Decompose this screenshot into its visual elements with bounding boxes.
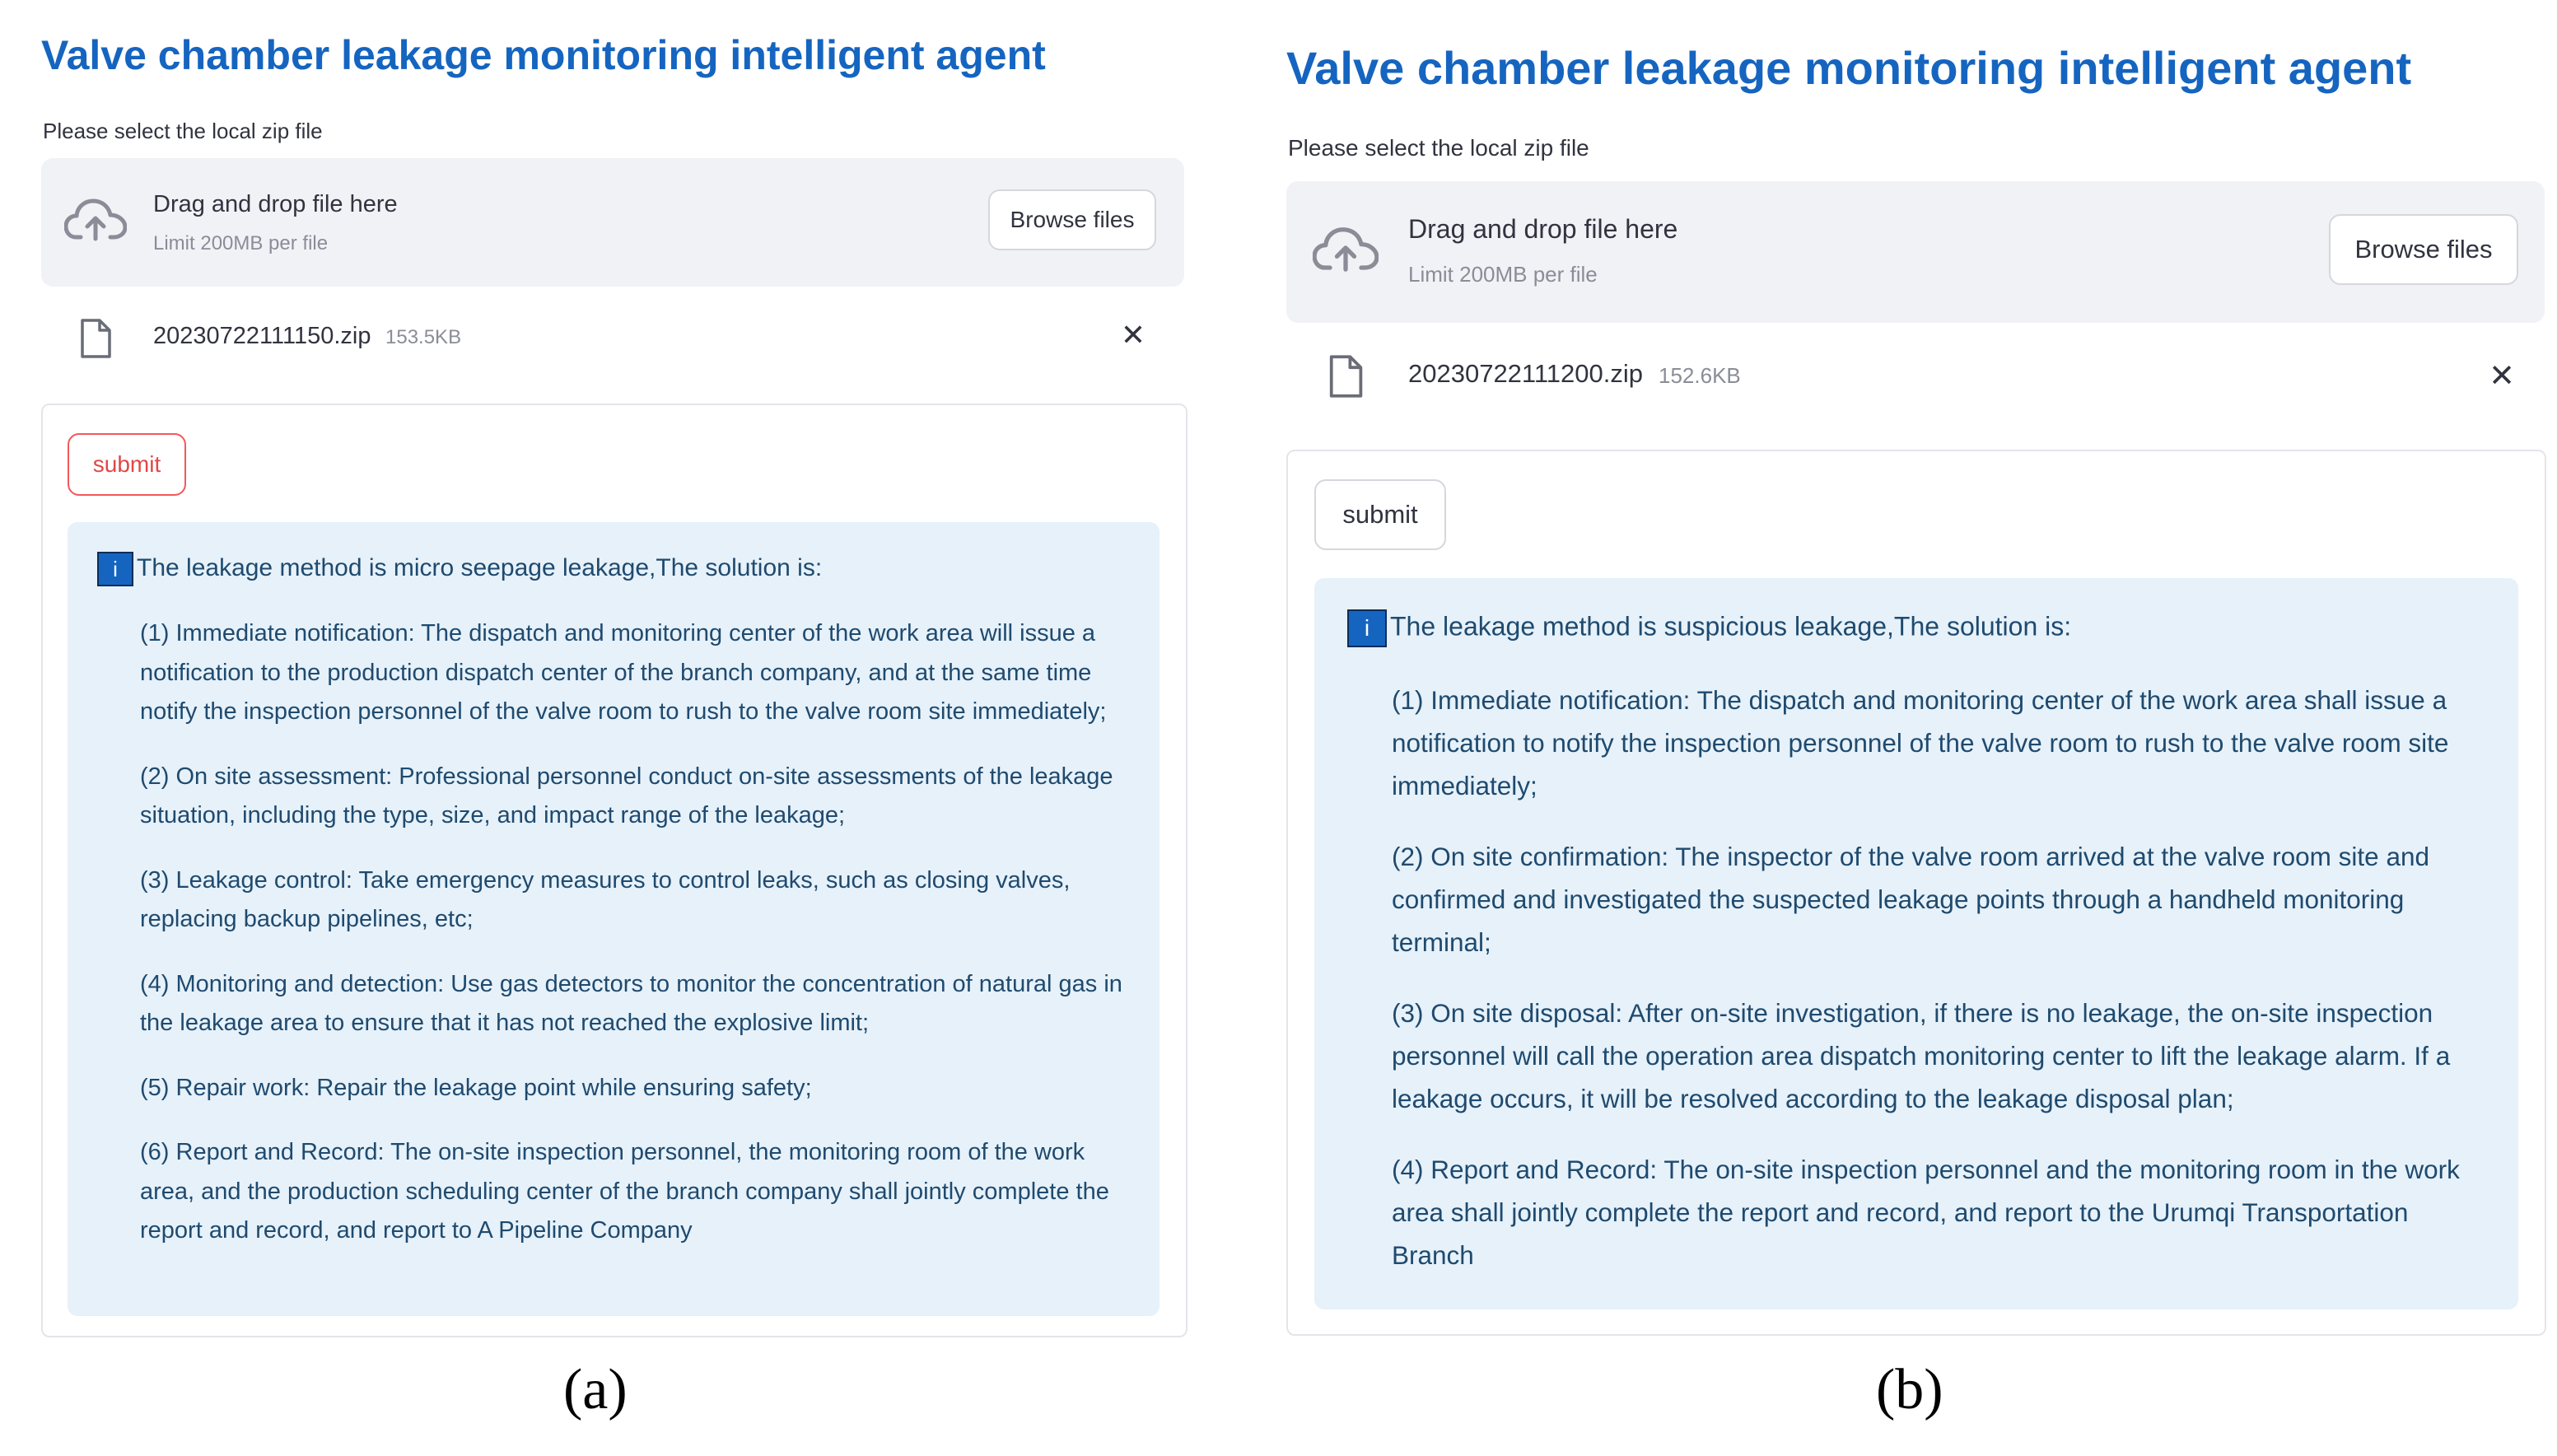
file-dropzone[interactable] [41,158,1184,287]
info-heading [97,552,822,586]
page-title: Valve chamber leakage monitoring intelligent agent [41,32,1046,78]
uploaded-file-size: 153.5KB [385,326,462,348]
solution-step: (6) Report and Record: The on-site inspection personnel, the monitoring room of the work area, and the production scheduling center of the branch company shall jointly complete the report and record, and report to A Pipeline Company [140,1139,1109,1244]
uploaded-file-name: 20230722111150.zip [153,323,371,349]
submit-form [41,404,1188,1337]
panel-a [41,0,1186,1456]
info-icon: i [97,552,133,586]
solution-step: (3) Leakage control: Take emergency measures to control leaks, such as closing valves, replacing backup pipelines, etc; [140,866,1071,932]
solution-step: (4) Monitoring and detection: Use gas detectors to monitor the concentration of natural gas in the leakage area to ensure that it has not reached the explosive limit; [140,970,1122,1036]
solution-info-box [68,522,1160,1316]
figure-caption: (b) [1876,1358,1943,1421]
dropzone-instruction: Drag and drop file here [153,191,398,217]
dropzone-limit: Limit 200MB per file [153,232,329,254]
dropzone-instruction: Drag and drop file here [1408,214,1678,244]
figure-caption: (a) [563,1358,628,1421]
info-heading-text: The leakage method is suspicious leakage,The solution is: [1390,611,2072,642]
info-heading-text: The leakage method is micro seepage leakage,The solution is: [137,553,823,581]
uploaded-file-name: 20230722111200.zip [1408,359,1644,388]
cloud-upload-icon [64,196,127,250]
file-select-label: Please select the local zip file [1288,135,1589,161]
solution-step: (2) On site confirmation: The inspector of the valve room arrived at the valve room site and confirmed and investigated the suspected leakage points through a handheld monitoring terminal; [1392,842,2429,957]
panel-b [1286,0,2546,1456]
solution-step: (4) Report and Record: The on-site inspection personnel and the monitoring room in the work area shall jointly complete the report and record, and report to the Urumqi Transportation Branch [1392,1155,2460,1270]
remove-file-icon[interactable]: ✕ [1120,318,1146,352]
file-dropzone[interactable] [1286,181,2545,323]
file-icon [1327,354,1364,403]
solution-step: (2) On site assessment: Professional personnel conduct on-site assessments of the leakage situation, including the type, size, and impact range of the leakage; [140,763,1113,828]
submit-button[interactable]: submit [68,433,186,496]
submit-button[interactable]: submit [1314,479,1446,550]
file-select-label: Please select the local zip file [43,119,323,143]
solution-step: (3) On site disposal: After on-site investigation, if there is no leakage, the on-site inspection personnel will call the operation area dispatch monitoring center to lift the leakage alarm. If a leakage occurs, it will be resolved according to the leakage disposal plan; [1392,998,2451,1113]
cloud-upload-icon [1313,224,1379,281]
browse-files-button[interactable]: Browse files [988,189,1156,250]
solution-step: (1) Immediate notification: The dispatch and monitoring center of the work area shall issue a notification to notify the inspection personnel of the valve room to rush to the valve room site immediately; [1392,685,2449,800]
dropzone-limit: Limit 200MB per file [1408,262,1598,287]
info-heading [1347,609,2071,647]
submit-form [1286,450,2546,1336]
solution-info-box [1314,578,2518,1309]
solution-step: (1) Immediate notification: The dispatch and monitoring center of the work area will issue a notification to the production dispatch center of the branch company, and at the same time notify the inspection personnel of the valve room to rush to the valve room site immediately; [140,620,1107,725]
file-icon [79,318,112,363]
solution-step: (5) Repair work: Repair the leakage point while ensuring safety; [140,1074,812,1101]
browse-files-button[interactable]: Browse files [2329,214,2518,285]
solution-steps [140,614,1136,1251]
info-icon: i [1347,609,1387,647]
solution-steps [1392,679,2487,1276]
uploaded-file-size: 152.6KB [1659,363,1741,388]
remove-file-icon[interactable]: ✕ [2489,359,2515,394]
page-title: Valve chamber leakage monitoring intelligent agent [1286,42,2412,94]
